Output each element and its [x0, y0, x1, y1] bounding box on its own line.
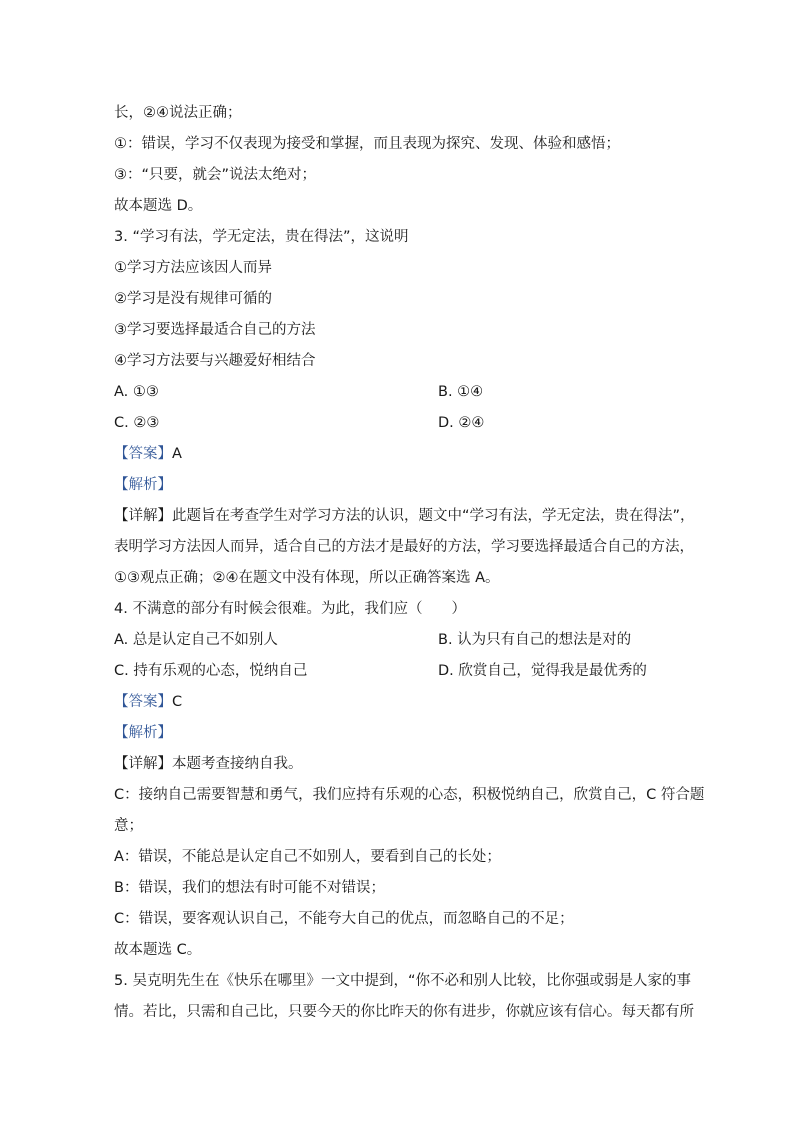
- q4-option-a: A. 总是认定自己不如别人: [114, 632, 278, 648]
- q5-line-1: 5. 吴克明先生在《快乐在哪里》一文中提到，“你不必和别人比较，比你强或弱是人家的事: [114, 973, 691, 989]
- q3-analysis: [114, 470, 680, 501]
- q3-option-d: D. ②④: [438, 415, 485, 431]
- q3-detail-3: ①③观点正确；②④在题文中没有体现，所以正确答案选 A。: [114, 570, 500, 586]
- q3-answer: [114, 439, 680, 470]
- q5-line-2: 情。若比，只需和自己比，只要今天的你比昨天的你有进步，你就应该有信心。每天都有所: [114, 1004, 694, 1020]
- q4-detail-b: B：错误，我们的想法有时可能不对错误；: [114, 880, 385, 896]
- q4-detail-c-1: C：接纳自己需要智慧和勇气，我们应持有乐观的心态，积极悦纳自己，欣赏自己，C 符合题: [114, 787, 705, 803]
- q4-stem: 4. 不满意的部分有时候会很难。为此，我们应（ ）: [114, 601, 466, 617]
- q4-detail-tag: 【详解】: [114, 756, 172, 772]
- q3-option-a: A. ①③: [114, 384, 159, 400]
- q4-option-c: C. 持有乐观的心态，悦纳自己: [114, 663, 308, 679]
- q3-item-3: ③学习要选择最适合自己的方法: [114, 322, 316, 338]
- q3-detail-2: 表明学习方法因人而异，适合自己的方法才是最好的方法，学习要选择最适合自己的方法，: [114, 539, 694, 555]
- q3-option-c: C. ②③: [114, 415, 160, 431]
- q3-options-row-2: [114, 408, 680, 439]
- prev-line-1: 长，②④说法正确；: [114, 105, 242, 121]
- prev-line-2: ①：错误，学习不仅表现为接受和掌握，而且表现为探究、发现、体验和感悟；: [114, 136, 620, 152]
- q4-options-row-2: [114, 656, 680, 687]
- q3-detail-1: [114, 501, 695, 532]
- q3-analysis-tag: 【解析】: [114, 477, 172, 493]
- q4-answer: [114, 687, 680, 718]
- q3-options-row-1: [114, 377, 680, 408]
- q4-detail-a: A：错误，不能总是认定自己不如别人，要看到自己的长处；: [114, 849, 501, 865]
- q4-detail-c-2: 意；: [114, 818, 143, 834]
- q4-option-b: B. 认为只有自己的想法是对的: [438, 632, 632, 648]
- q4-analysis: [114, 718, 680, 749]
- document-page: [114, 98, 705, 1028]
- q3-detail-text-1: 此题旨在考查学生对学习方法的认识，题文中“学习有法，学无定法，贵在得法”，: [172, 508, 695, 524]
- q3-stem: 3. “学习有法，学无定法，贵在得法”，这说明: [114, 229, 409, 245]
- q4-conclusion: 故本题选 C。: [114, 942, 202, 958]
- prev-line-3: ③：“只要，就会”说法太绝对；: [114, 167, 317, 183]
- q4-detail-c-3: C：错误，要客观认识自己，不能夸大自己的优点，而忽略自己的不足；: [114, 911, 574, 927]
- q4-detail-text-1: 本题考查接纳自我。: [172, 756, 303, 772]
- q4-detail-1: [114, 749, 680, 780]
- q4-option-d: D. 欣赏自己，觉得我是最优秀的: [438, 663, 647, 679]
- q3-option-b: B. ①④: [438, 384, 484, 400]
- q4-analysis-tag: 【解析】: [114, 725, 172, 741]
- q3-item-2: ②学习是没有规律可循的: [114, 291, 272, 307]
- q3-item-4: ④学习方法要与兴趣爱好相结合: [114, 353, 316, 369]
- q3-answer-tag: 【答案】: [114, 446, 172, 462]
- prev-line-4: 故本题选 D。: [114, 198, 203, 214]
- q3-item-1: ①学习方法应该因人而异: [114, 260, 272, 276]
- q4-options-row-1: [114, 625, 680, 656]
- q3-detail-tag: 【详解】: [114, 508, 172, 524]
- q3-answer-value: A: [172, 446, 182, 462]
- q4-answer-value: C: [172, 694, 183, 710]
- q4-answer-tag: 【答案】: [114, 694, 172, 710]
